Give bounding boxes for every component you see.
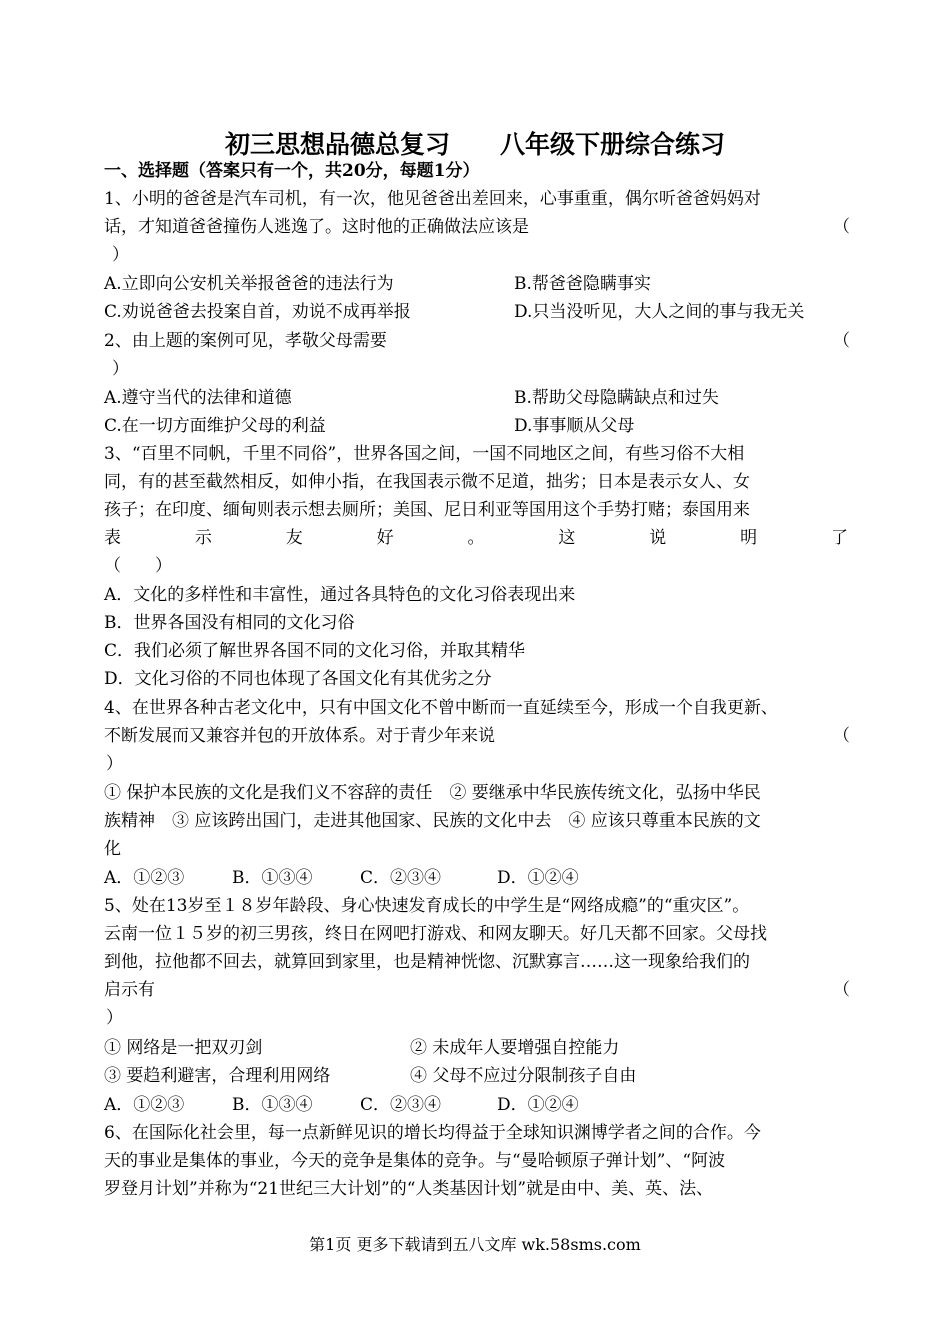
q6-line-2: 天的事业是集体的事业，今天的竞争是集体的竞争。与“曼哈顿原子弹计划”、“阿波 [104, 1151, 726, 1171]
q5-statement-4: ④ 父母不应过分限制孩子自由 [410, 1066, 637, 1086]
section-heading: 一、选择题（答案只有一个，共20分，每题1分） [104, 161, 480, 181]
q2-option-a: A.遵守当代的法律和道德 [104, 388, 292, 408]
page-footer: 第1页 更多下载请到五八文库 wk.58sms.com [309, 1235, 641, 1254]
q5-statement-3: ③ 要趋利避害，合理利用网络 [104, 1066, 331, 1086]
q2-line-1: 2、由上题的案例可见，孝敬父母需要 [104, 331, 387, 351]
q3-line-3: 孩子；在印度、缅甸则表示想去厕所；美国、尼日利亚等国用这个手势打赌；泰国用来 [104, 500, 750, 520]
q4-line-1: 4、在世界各种古老文化中，只有中国文化不曾中断而一直延续至今，形成一个自我更新、 [104, 698, 778, 718]
q4-option-c: C．②③④ [360, 868, 442, 888]
q4-option-a: A．①②③ [104, 868, 185, 888]
q3-word: 。 [467, 528, 485, 548]
q1-paren-close: ） [112, 245, 129, 265]
q1-line-1: 1、小明的爸爸是汽车司机，有一次，他见爸爸出差回来，心事重重，偶尔听爸爸妈妈对 [104, 189, 761, 209]
q5-paren-close: ） [106, 1008, 123, 1028]
q5-line-4: 启示有 [104, 980, 155, 1000]
q5-option-b: B．①③④ [232, 1095, 313, 1115]
q3-word: 说 [649, 528, 667, 548]
q4-line-2: 不断发展而又兼容并包的开放体系。对于青少年来说 [104, 726, 495, 746]
q2-option-b: B.帮助父母隐瞒缺点和过失 [514, 388, 719, 408]
q4-paren-close: ） [106, 754, 123, 774]
q2-option-c: C.在一切方面维护父母的利益 [104, 416, 326, 436]
q2-paren-close: ） [112, 359, 129, 379]
q4-option-d: D．①②④ [497, 868, 579, 888]
q2-option-d: D.事事顺从父母 [514, 416, 635, 436]
page-title: 初三思想品德总复习 八年级下册综合练习 [224, 130, 725, 159]
q4-option-b: B．①③④ [232, 868, 313, 888]
q3-option-d: D．文化习俗的不同也体现了各国文化有其优劣之分 [104, 669, 492, 689]
q1-option-c: C.劝说爸爸去投案自首，劝说不成再举报 [104, 302, 411, 322]
q3-paren: （ ） [104, 556, 172, 576]
q5-statement-2: ② 未成年人要增强自控能力 [410, 1038, 620, 1058]
q6-line-3: 罗登月计划”并称为“21世纪三大计划”的“人类基因计划”就是由中、美、英、法、 [104, 1179, 714, 1199]
q1-paren-open: （ [833, 217, 850, 237]
q5-statement-1: ① 网络是一把双刃剑 [104, 1038, 263, 1058]
q4-paren-open: （ [833, 726, 850, 746]
q2-paren-open: （ [833, 331, 850, 351]
q3-word: 这 [558, 528, 576, 548]
q4-statement-2: 族精神 ③ 应该跨出国门，走进其他国家、民族的文化中去 ④ 应该只尊重本民族的文 [104, 811, 761, 831]
q5-paren-open: （ [833, 980, 850, 1000]
q3-word: 好 [376, 528, 394, 548]
q3-line-4 [104, 527, 848, 549]
q3-word: 表 [104, 528, 121, 548]
q5-line-2: 云南一位１５岁的初三男孩，终日在网吧打游戏、和网友聊天。好几天都不回家。父母找 [104, 924, 767, 944]
q5-line-1: 5、处在13岁至１８岁年龄段、身心快速发育成长的中学生是“网络成瘾”的“重灾区”。 [104, 896, 750, 916]
q3-option-b: B．世界各国没有相同的文化习俗 [104, 613, 355, 633]
q1-line-2: 话，才知道爸爸撞伤人逃逸了。这时他的正确做法应该是 [104, 217, 529, 237]
q3-word: 友 [285, 528, 303, 548]
q1-option-d: D.只当没听见，大人之间的事与我无关 [514, 302, 805, 322]
q4-statement-3: 化 [104, 839, 121, 859]
q5-line-3: 到他，拉他都不回去，就算回到家里，也是精神恍惚、沉默寡言……这一现象给我们的 [104, 952, 750, 972]
q3-line-1: 3、“百里不同帆，千里不同俗”，世界各国之间，一国不同地区之间，有些习俗不大相 [104, 444, 745, 464]
q3-word: 了 [831, 528, 848, 548]
q5-option-d: D．①②④ [497, 1095, 579, 1115]
q5-option-c: C．②③④ [360, 1095, 442, 1115]
q5-option-a: A．①②③ [104, 1095, 185, 1115]
q3-option-c: C．我们必须了解世界各国不同的文化习俗，并取其精华 [104, 641, 526, 661]
q1-option-b: B.帮爸爸隐瞒事实 [514, 274, 651, 294]
q3-option-a: A．文化的多样性和丰富性，通过各具特色的文化习俗表现出来 [104, 585, 576, 605]
q3-word: 示 [194, 528, 212, 548]
q4-statement-1: ① 保护本民族的文化是我们义不容辞的责任 ② 要继承中华民族传统文化，弘扬中华民 [104, 783, 761, 803]
q3-line-2: 同，有的甚至截然相反，如伸小指，在我国表示微不足道，拙劣；日本是表示女人、女 [104, 472, 750, 492]
q6-line-1: 6、在国际化社会里，每一点新鲜见识的增长均得益于全球知识渊博学者之间的合作。今 [104, 1123, 761, 1143]
q3-word: 明 [740, 528, 758, 548]
q1-option-a: A.立即向公安机关举报爸爸的违法行为 [104, 274, 394, 294]
